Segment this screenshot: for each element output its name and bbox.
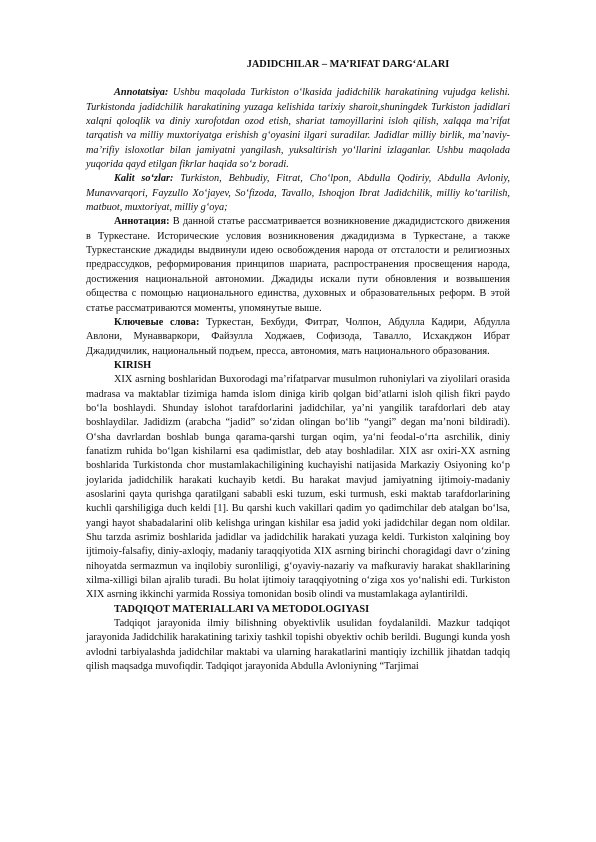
section-heading-methods: TADQIQOT MATERIALLARI VA METODOLOGIYASI bbox=[114, 603, 370, 615]
keywords-uz bbox=[86, 172, 510, 215]
methods-paragraph: Tadqiqot jarayonida ilmiy bilishning obyektivlik usulidan foydalanildi. Mazkur tadqiqot jarayonida Jadidchilik harakatining tarixiy tashkil topishi obyektiv ochib berildi. Bugungi kunda yosh avlodni tarbiyalashda jadidchilar maktabi va ularning harakatlarini mantiqiy izchillik jihatdan tadqiq qilish maqsadga muvofiqdir. Tadqiqot jarayonida Abdulla Avloniyning “Tarjimai bbox=[86, 618, 510, 673]
document-page bbox=[86, 58, 510, 674]
annotation-uz bbox=[86, 86, 510, 172]
keywords-ru-label: Ключевые слова: bbox=[114, 316, 200, 328]
annotation-ru bbox=[86, 215, 510, 315]
keywords-uz-label: Kalit so‘zlar: bbox=[114, 173, 174, 185]
keywords-ru bbox=[86, 316, 510, 359]
keywords-uz-text: Turkiston, Behbudiy, Fitrat, Cho‘lpon, Abdulla Qodiriy, Abdulla Avloniy, Munavvarqori, Fayzullo Xo‘jayev, So‘fizoda, Tavallo, Ishoqjon Ibrat Jadidchilik, milliy ko‘tarilish, matbuot, muxtoriyat, milliy g‘oya; bbox=[86, 173, 510, 214]
intro-paragraph: XIX asrning boshlaridan Buxorodagi ma’rifatparvar musulmon ruhoniylari va ziyolilari orasida madrasa va maktablar tizimiga hamda islom diniga kirib qolgan bid’atlarni isloh qilish fikri paydo bo‘la boshlaydi. Shunday islohot tarafdorlarini jadidchilar, ya’ni yangilik tarafdorlari deb atay boshlaydilar. Jadidizm (arabcha “jadid” so‘zidan olingan bo‘lib “yangi” degan ma’noni bildiradi). O‘sha davrlardan boshlab bunga qarama-qarshi turgan oqim, ya‘ni feodal-o‘rta asrchilik, diniy fanatizm ruhida bo‘lgan kishilarni esa qadimistlar, deb atay boshladilar. XIX asr oxiri-XX asrning boshlarida Turkistonda chor mustamlakachiligining kuchayishi natijasida Markaziy Osiyoning ko‘p joylarida jadidchilik harakati kuchayib ketdi. Bu harakat mavjud jamiyatning ijtimoiy-madaniy asoslarini qayta qurishga qaratilgani sababli eski tuzum, eski turmush, eski maktab tarafdorlarining kuchli qarshiligiga duch keldi [1]. Bu qarshi kuch vakillari qadim yo qadimchilar deb atalgan bo‘lsa, yangi hayot shabadalarini olib kelishga uringan kishilar esa jadid yoki jadidchilar degan nom oldilar. Shu tarzda asrimiz boshlarida jadidlar va jadidchilik harakati yuzaga keldi. Turkiston xalqining boy ijtimoiy-falsafiy, diniy-axloqiy, madaniy taraqqiyotida XIX asrning birinchi choragidagi davr o‘zining nihoyatda sermazmun va inqilobiy suronliligi, g‘oyaviy-nazariy va mafkuraviy harakat shakllarining xilma-xilligi bilan ajralib turadi. Bu holat ijtimoiy taraqqiyotning o‘ziga xos yo‘nalishi edi. Turkiston XIX asrning ikkinchi yarmida Rossiya tomonidan bosib olindi va mustamlakaga aylantirildi. bbox=[86, 374, 510, 601]
annotation-ru-text: В данной статье рассматривается возникновение джадидистского движения в Туркестане. Исторические условия возникновения джадидизма в Туркестане, а также Туркестанские джадиды выдвинули идею освобождения народа от отсталости и религиозных предрассудков, реформирования принципов шариата, распространения просвещения народа, достижения национальной автономии. Джадиды искали пути обновления и возвышения общества с помощью национального единства, духовных и образовательных реформ. В этой статье рассматриваются моменты, упомянутые выше. bbox=[86, 216, 510, 314]
annotation-ru-label: Аннотация: bbox=[114, 216, 170, 228]
annotation-uz-label: Annotatsiya: bbox=[114, 87, 169, 99]
keywords-ru-text: Туркестан, Бехбуди, Фитрат, Чолпон, Абдулла Кадири, Абдулла Авлони, Мунавваркори, Файзулла Ходжаев, Софизода, Тавалло, Исхакджон Ибрат Джадидчилик, национальный подъем, пресса, автономия, мать национального образования. bbox=[86, 316, 510, 357]
section-heading-intro: KIRISH bbox=[114, 359, 152, 371]
annotation-uz-text: Ushbu maqolada Turkiston o‘lkasida jadidchilik harakatining vujudga kelishi. Turkistonda jadidchilik harakatining yuzaga kelishida tarixiy sharoit,shuningdek Turkiston jadidlari xalqni qoloqlik va diniy xurofotdan ozod etish, shariat tamoyillarini isloh qilish, xalqqa ma’rifat tarqatish va milliy muxtoriyatga erishish g‘oyasini ilgari suradilar. Jadidlar milliy birlik, ma’naviy-ma’rifiy isloxotlar bilan jamiyatni yangilash, yuksaltirish yo‘llarini izlaganlar. Ushbu maqolada yuqorida qayd etilgan fikrlar haqida so‘z boradi. bbox=[86, 87, 510, 171]
article-title: JADIDCHILAR – MA’RIFAT DARG‘ALARI bbox=[246, 59, 450, 70]
